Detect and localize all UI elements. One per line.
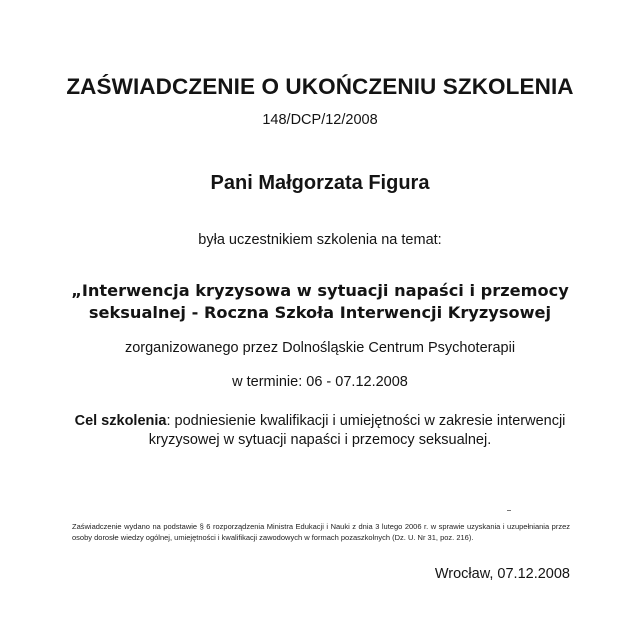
goal-text-1: : podniesienie kwalifikacji i umiejętności w zakresie interwencji bbox=[166, 413, 566, 429]
topic-line-2: seksualnej - Roczna Szkoła Interwencji Kryzysowej bbox=[88, 303, 552, 322]
goal-line-1 bbox=[0, 412, 640, 431]
certificate-number: 148/DCP/12/2008 bbox=[262, 112, 378, 128]
training-topic bbox=[0, 280, 640, 324]
goal-label: Cel szkolenia bbox=[74, 413, 167, 429]
organizer-text: zorganizowanego przez Dolnośląskie Centrum Psychoterapii bbox=[124, 340, 516, 356]
intro-text: była uczestnikiem szkolenia na temat: bbox=[198, 232, 442, 248]
legal-note: Zaświadczenie wydano na podstawie § 6 rozporządzenia Ministra Edukacji i Nauki z dnia 3 lutego 2006 r. w sprawie uzyskania i uzupełniania przez osoby dorosłe wiedzy ogólnej, umiejętności i kwalifikacji zawodowych w formach pozaszkolnych (Dz. U. Nr 31, poz. 216). bbox=[72, 522, 570, 542]
goal-line-2: kryzysowej w sytuacji napaści i przemocy seksualnej. bbox=[148, 432, 492, 448]
topic-line-1: „Interwencja kryzysowa w sytuacji napaści i przemocy bbox=[71, 281, 569, 300]
scan-mark bbox=[507, 510, 511, 511]
training-goal bbox=[0, 412, 640, 450]
place-and-date: Wrocław, 07.12.2008 bbox=[434, 566, 570, 582]
training-term: w terminie: 06 - 07.12.2008 bbox=[232, 374, 408, 390]
certificate-title: ZAŚWIADCZENIE O UKOŃCZENIU SZKOLENIA bbox=[66, 74, 574, 99]
recipient-name: Pani Małgorzata Figura bbox=[210, 172, 430, 194]
